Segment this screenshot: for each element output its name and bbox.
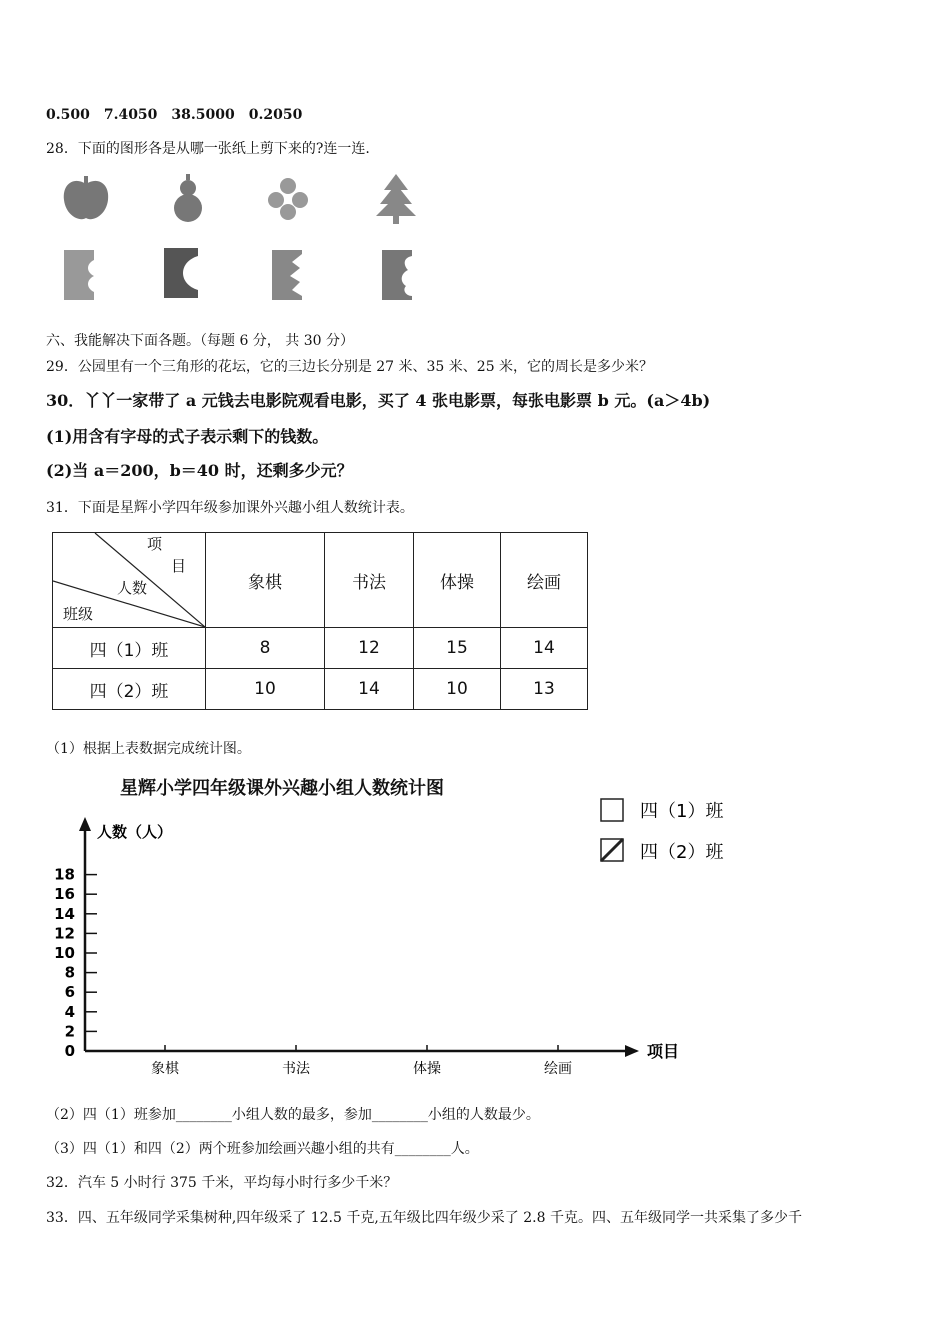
y-axis-arrow xyxy=(79,817,91,831)
question-30-part-1: (1)用含有字母的式子表示剩下的钱数。 xyxy=(46,427,329,446)
paper-sheet-c-icon xyxy=(272,250,302,300)
question-32: 32．汽车 5 小时行 375 千米，平均每小时行多少千米？ xyxy=(46,1175,398,1191)
question-31-part-2: （2）四（1）班参加________小组人数的最多，参加________小组的人数最少。 xyxy=(46,1107,540,1123)
paper-sheet-a-icon xyxy=(64,250,94,300)
y-tick-label: 2 xyxy=(64,1022,75,1041)
x-tick-label: 绘画 xyxy=(544,1061,572,1077)
question-29: 29．公园里有一个三角形的花坛，它的三边长分别是 27 米、35 米、25 米，它的周长是多少米？ xyxy=(46,359,654,375)
question-28: 28．下面的图形各是从哪一张纸上剪下来的?连一连. xyxy=(46,141,370,157)
table-cell: 14 xyxy=(325,669,414,710)
x-tick-label: 书法 xyxy=(282,1061,310,1077)
section-6-heading: 六、我能解决下面各题。（每题 6 分， 共 30 分） xyxy=(46,333,354,349)
header-count-label: 人数 xyxy=(117,579,148,597)
x-axis-label: 项目 xyxy=(647,1042,680,1061)
y-tick-label: 12 xyxy=(54,924,75,943)
row-label: 四（2）班 xyxy=(53,669,206,710)
question-30-part-2: (2)当 a＝200，b＝40 时，还剩多少元？ xyxy=(46,461,353,480)
row-label: 四（1）班 xyxy=(53,628,206,669)
cutout-shapes-row xyxy=(58,172,438,228)
table-cell: 8 xyxy=(206,628,325,669)
table-row xyxy=(53,669,588,710)
y-tick-label: 10 xyxy=(54,944,75,962)
table-row xyxy=(53,628,588,669)
table-cell: 13 xyxy=(501,669,588,710)
diagonal-header-cell xyxy=(53,533,206,628)
y-tick-label: 14 xyxy=(54,904,75,923)
column-header: 体操 xyxy=(414,533,501,628)
table-cell: 15 xyxy=(414,628,501,669)
apple-shape-icon xyxy=(64,176,108,219)
paper-sheet-d-icon xyxy=(382,250,412,300)
stats-table xyxy=(52,532,588,710)
x-tick-label: 象棋 xyxy=(151,1061,179,1077)
table-cell: 10 xyxy=(206,669,325,710)
clover-shape-icon xyxy=(268,178,308,220)
x-tick-label: 体操 xyxy=(413,1061,441,1077)
x-axis-arrow xyxy=(625,1045,639,1057)
header-item-label-2: 目 xyxy=(171,557,187,575)
paper-sheet-b-icon xyxy=(164,248,198,298)
y-axis-label: 人数（人） xyxy=(97,823,173,841)
column-header: 书法 xyxy=(325,533,414,628)
gourd-shape-icon xyxy=(174,174,202,222)
legend-swatch-class-1 xyxy=(601,799,623,821)
table-header-row xyxy=(53,533,588,628)
chart-title: 星辉小学四年级课外兴趣小组人数统计图 xyxy=(120,778,444,799)
bar-chart xyxy=(40,790,760,1110)
legend-label: 四（1）班 xyxy=(640,801,724,822)
question-30: 30．丫丫一家带了 a 元钱去电影院观看电影，买了 4 张电影票，每张电影票 b 元。(a＞4b) xyxy=(46,391,711,410)
table-cell: 10 xyxy=(414,669,501,710)
legend xyxy=(601,799,723,863)
y-tick-label: 8 xyxy=(64,963,75,982)
top-values: 0.500 7.4050 38.5000 0.2050 xyxy=(46,107,303,123)
tree-shape-icon xyxy=(376,174,416,224)
header-item-label: 项 xyxy=(147,535,163,553)
question-33: 33．四、五年级同学采集树种,四年级采了 12.5 千克,五年级比四年级少采了 2.8 千克。四、五年级同学一共采集了多少千 xyxy=(46,1210,802,1226)
column-header: 象棋 xyxy=(206,533,325,628)
chart-axes xyxy=(54,817,679,1077)
y-tick-label: 0 xyxy=(64,1042,75,1060)
question-31: 31．下面是星辉小学四年级参加课外兴趣小组人数统计表。 xyxy=(46,500,414,516)
question-31-part-3: （3）四（1）和四（2）两个班参加绘画兴趣小组的共有________人。 xyxy=(46,1141,479,1157)
header-class-label: 班级 xyxy=(63,605,94,623)
y-tick-label: 4 xyxy=(64,1002,75,1021)
y-tick-label: 6 xyxy=(64,983,75,1002)
column-header: 绘画 xyxy=(501,533,588,628)
legend-label: 四（2）班 xyxy=(640,842,724,863)
paper-sheets-row xyxy=(58,248,438,304)
table-cell: 12 xyxy=(325,628,414,669)
y-tick-label: 18 xyxy=(54,865,75,884)
y-tick-label: 16 xyxy=(54,885,75,904)
question-31-part-1: （1）根据上表数据完成统计图。 xyxy=(46,741,251,757)
table-cell: 14 xyxy=(501,628,588,669)
